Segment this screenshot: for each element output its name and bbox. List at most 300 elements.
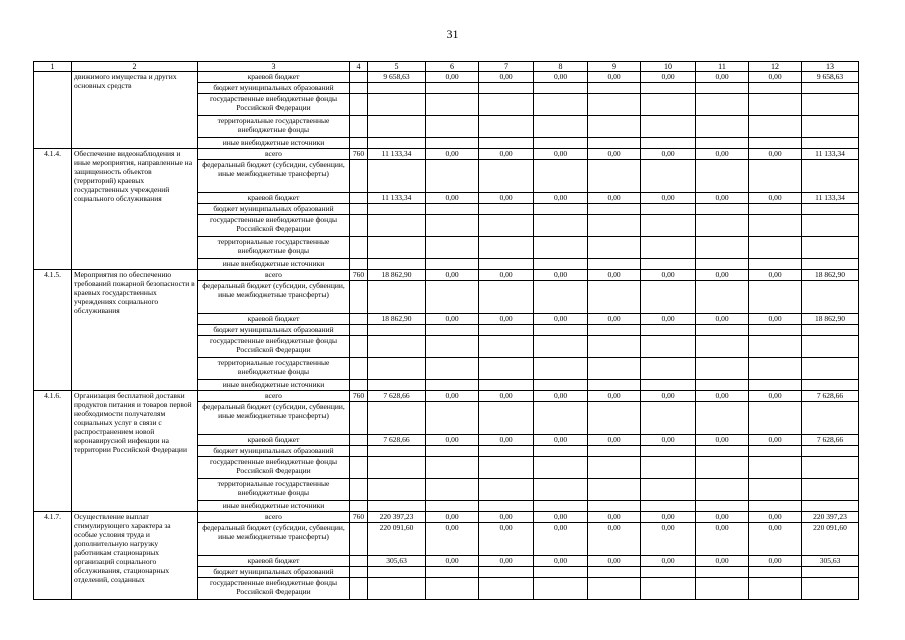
value-cell: 0,00	[426, 435, 479, 446]
value-cell: 0,00	[479, 314, 534, 325]
code-cell	[350, 138, 368, 149]
value-cell	[368, 83, 426, 94]
value-cell	[426, 402, 479, 435]
value-cell: 0,00	[426, 72, 479, 83]
value-cell: 0,00	[641, 435, 696, 446]
value-cell: 0,00	[479, 523, 534, 556]
value-cell: 0,00	[588, 314, 641, 325]
value-cell	[749, 259, 802, 270]
header-cell: 12	[749, 62, 802, 72]
value-cell	[749, 479, 802, 501]
value-cell	[479, 325, 534, 336]
value-cell: 0,00	[696, 556, 749, 567]
value-cell	[696, 578, 749, 600]
value-cell	[696, 237, 749, 259]
value-cell	[479, 358, 534, 380]
value-cell: 18 862,90	[802, 270, 859, 281]
value-cell: 0,00	[696, 512, 749, 523]
value-cell	[479, 446, 534, 457]
value-cell: 0,00	[588, 270, 641, 281]
value-cell	[749, 116, 802, 138]
value-cell: 0,00	[426, 391, 479, 402]
value-cell: 0,00	[426, 512, 479, 523]
value-cell	[641, 83, 696, 94]
value-cell	[696, 479, 749, 501]
code-cell	[350, 281, 368, 314]
source-cell: краевой бюджет	[198, 72, 350, 83]
value-cell	[641, 446, 696, 457]
item-name-cell: движимого имущества и других основных средств	[72, 72, 198, 149]
code-cell	[350, 83, 368, 94]
value-cell	[802, 94, 859, 116]
value-cell	[696, 402, 749, 435]
header-cell: 1	[34, 62, 72, 72]
header-cell: 3	[198, 62, 350, 72]
value-cell	[696, 83, 749, 94]
value-cell	[368, 325, 426, 336]
value-cell: 0,00	[696, 523, 749, 556]
value-cell	[534, 215, 588, 237]
value-cell	[426, 83, 479, 94]
source-cell: территориальные государственные внебюджетные фонды	[198, 116, 350, 138]
value-cell: 9 658,63	[368, 72, 426, 83]
code-cell	[350, 457, 368, 479]
value-cell: 0,00	[588, 435, 641, 446]
value-cell	[426, 578, 479, 600]
code-cell	[350, 402, 368, 435]
value-cell: 0,00	[479, 556, 534, 567]
value-cell	[534, 380, 588, 391]
value-cell	[368, 116, 426, 138]
value-cell: 0,00	[588, 523, 641, 556]
code-cell: 760	[350, 149, 368, 160]
value-cell	[479, 94, 534, 116]
value-cell: 0,00	[588, 149, 641, 160]
value-cell: 0,00	[696, 314, 749, 325]
value-cell	[588, 237, 641, 259]
code-cell	[350, 72, 368, 83]
value-cell	[534, 325, 588, 336]
header-cell: 9	[588, 62, 641, 72]
value-cell	[479, 160, 534, 193]
value-cell	[696, 336, 749, 358]
value-cell	[534, 160, 588, 193]
item-name-cell: Обеспечение видеонаблюдения и иные мероприятия, направленные на защищенность объектов (территорий) краевых государственных учреждений социального обслуживания	[72, 149, 198, 270]
value-cell: 0,00	[641, 72, 696, 83]
value-cell: 7 628,66	[368, 435, 426, 446]
code-cell	[350, 94, 368, 116]
value-cell	[479, 501, 534, 512]
value-cell	[534, 259, 588, 270]
value-cell: 7 628,66	[802, 435, 859, 446]
code-cell	[350, 237, 368, 259]
value-cell	[588, 336, 641, 358]
header-cell: 8	[534, 62, 588, 72]
value-cell	[479, 281, 534, 314]
value-cell	[802, 83, 859, 94]
value-cell	[588, 402, 641, 435]
value-cell	[641, 204, 696, 215]
value-cell: 0,00	[534, 270, 588, 281]
value-cell	[696, 160, 749, 193]
item-name-cell: Мероприятия по обеспечению требований пожарной безопасности в краевых государственных учреждениях социального обслуживания	[72, 270, 198, 391]
value-cell: 0,00	[641, 512, 696, 523]
value-cell	[696, 446, 749, 457]
value-cell	[368, 336, 426, 358]
source-cell: федеральный бюджет (субсидии, субвенции, иные межбюджетные трансферты)	[198, 402, 350, 435]
value-cell	[749, 501, 802, 512]
table-row	[34, 391, 859, 402]
value-cell	[426, 116, 479, 138]
source-cell: территориальные государственные внебюджетные фонды	[198, 237, 350, 259]
value-cell: 18 862,90	[802, 314, 859, 325]
value-cell	[641, 237, 696, 259]
value-cell: 0,00	[534, 556, 588, 567]
value-cell	[426, 160, 479, 193]
value-cell	[749, 380, 802, 391]
value-cell	[802, 215, 859, 237]
value-cell: 0,00	[588, 391, 641, 402]
value-cell: 0,00	[696, 149, 749, 160]
source-cell: бюджет муниципальных образований	[198, 83, 350, 94]
source-cell: иные внебюджетные источники	[198, 501, 350, 512]
value-cell	[749, 457, 802, 479]
value-cell	[534, 281, 588, 314]
value-cell: 0,00	[749, 72, 802, 83]
value-cell	[588, 259, 641, 270]
value-cell	[479, 83, 534, 94]
value-cell	[802, 479, 859, 501]
value-cell	[802, 116, 859, 138]
value-cell	[696, 94, 749, 116]
value-cell	[479, 138, 534, 149]
header-cell: 2	[72, 62, 198, 72]
value-cell	[534, 204, 588, 215]
value-cell	[749, 281, 802, 314]
item-index-cell: 4.1.5.	[34, 270, 72, 391]
value-cell: 7 628,66	[802, 391, 859, 402]
value-cell	[534, 479, 588, 501]
source-cell: государственные внебюджетные фонды Российской Федерации	[198, 578, 350, 600]
value-cell: 11 133,34	[802, 149, 859, 160]
value-cell: 0,00	[696, 435, 749, 446]
value-cell	[534, 138, 588, 149]
source-cell: государственные внебюджетные фонды Российской Федерации	[198, 336, 350, 358]
value-cell: 0,00	[749, 193, 802, 204]
value-cell	[588, 83, 641, 94]
value-cell: 0,00	[534, 72, 588, 83]
source-cell: краевой бюджет	[198, 435, 350, 446]
value-cell	[534, 446, 588, 457]
table-row	[34, 512, 859, 523]
value-cell: 0,00	[749, 391, 802, 402]
table-row	[34, 149, 859, 160]
value-cell	[696, 501, 749, 512]
value-cell: 0,00	[534, 523, 588, 556]
value-cell: 0,00	[479, 72, 534, 83]
value-cell	[641, 325, 696, 336]
value-cell	[749, 237, 802, 259]
item-index-cell	[34, 72, 72, 149]
value-cell	[802, 358, 859, 380]
code-cell	[350, 380, 368, 391]
value-cell: 11 133,34	[368, 149, 426, 160]
value-cell	[802, 567, 859, 578]
value-cell	[368, 204, 426, 215]
source-cell: бюджет муниципальных образований	[198, 567, 350, 578]
value-cell	[802, 402, 859, 435]
source-cell: краевой бюджет	[198, 314, 350, 325]
value-cell: 0,00	[426, 556, 479, 567]
value-cell: 0,00	[749, 270, 802, 281]
source-cell: краевой бюджет	[198, 556, 350, 567]
code-cell	[350, 215, 368, 237]
code-cell	[350, 567, 368, 578]
value-cell: 0,00	[588, 72, 641, 83]
value-cell	[479, 237, 534, 259]
value-cell	[588, 325, 641, 336]
budget-table	[33, 61, 859, 600]
value-cell	[479, 567, 534, 578]
value-cell	[749, 83, 802, 94]
value-cell	[696, 138, 749, 149]
value-cell	[534, 83, 588, 94]
value-cell: 7 628,66	[368, 391, 426, 402]
value-cell	[641, 402, 696, 435]
value-cell: 18 862,90	[368, 270, 426, 281]
value-cell	[749, 215, 802, 237]
value-cell	[641, 116, 696, 138]
source-cell: иные внебюджетные источники	[198, 259, 350, 270]
source-cell: иные внебюджетные источники	[198, 380, 350, 391]
value-cell	[588, 281, 641, 314]
value-cell: 0,00	[588, 512, 641, 523]
value-cell	[802, 446, 859, 457]
value-cell	[749, 402, 802, 435]
value-cell	[534, 116, 588, 138]
value-cell	[749, 567, 802, 578]
value-cell: 0,00	[749, 512, 802, 523]
value-cell	[426, 479, 479, 501]
value-cell: 0,00	[479, 149, 534, 160]
value-cell: 0,00	[641, 556, 696, 567]
value-cell	[588, 567, 641, 578]
value-cell	[802, 380, 859, 391]
value-cell	[641, 358, 696, 380]
value-cell	[641, 215, 696, 237]
value-cell	[534, 578, 588, 600]
value-cell: 0,00	[479, 270, 534, 281]
code-cell	[350, 259, 368, 270]
value-cell	[641, 336, 696, 358]
value-cell	[696, 325, 749, 336]
value-cell	[588, 160, 641, 193]
value-cell	[426, 336, 479, 358]
value-cell	[368, 380, 426, 391]
header-cell: 10	[641, 62, 696, 72]
code-cell	[350, 523, 368, 556]
code-cell: 760	[350, 512, 368, 523]
value-cell: 0,00	[749, 523, 802, 556]
value-cell	[368, 578, 426, 600]
value-cell	[749, 94, 802, 116]
item-name-cell: Организация бесплатной доставки продуктов питания и товаров первой необходимости получателям социальных услуг в связи с распространением новой коронавирусной инфекции на территории Российской Федерации	[72, 391, 198, 512]
value-cell	[588, 215, 641, 237]
value-cell	[641, 479, 696, 501]
value-cell	[802, 281, 859, 314]
value-cell	[426, 457, 479, 479]
value-cell	[749, 204, 802, 215]
value-cell: 0,00	[426, 270, 479, 281]
header-cell: 5	[368, 62, 426, 72]
value-cell	[588, 479, 641, 501]
value-cell	[479, 116, 534, 138]
value-cell	[802, 259, 859, 270]
value-cell	[588, 380, 641, 391]
value-cell	[368, 358, 426, 380]
value-cell	[426, 325, 479, 336]
value-cell	[426, 138, 479, 149]
value-cell	[368, 160, 426, 193]
value-cell	[426, 358, 479, 380]
value-cell: 0,00	[749, 556, 802, 567]
value-cell: 0,00	[426, 149, 479, 160]
value-cell	[534, 336, 588, 358]
value-cell	[368, 446, 426, 457]
value-cell: 0,00	[641, 270, 696, 281]
value-cell: 0,00	[588, 193, 641, 204]
value-cell: 0,00	[426, 314, 479, 325]
value-cell	[588, 457, 641, 479]
value-cell	[368, 94, 426, 116]
value-cell	[368, 237, 426, 259]
value-cell: 9 658,63	[802, 72, 859, 83]
value-cell	[696, 358, 749, 380]
value-cell: 0,00	[479, 193, 534, 204]
value-cell	[641, 259, 696, 270]
value-cell	[749, 578, 802, 600]
value-cell: 220 091,60	[802, 523, 859, 556]
value-cell	[641, 281, 696, 314]
value-cell: 305,63	[802, 556, 859, 567]
value-cell	[696, 380, 749, 391]
source-cell: краевой бюджет	[198, 193, 350, 204]
value-cell: 305,63	[368, 556, 426, 567]
value-cell	[479, 402, 534, 435]
value-cell	[479, 380, 534, 391]
value-cell: 0,00	[696, 391, 749, 402]
value-cell	[534, 358, 588, 380]
code-cell: 760	[350, 270, 368, 281]
source-cell: федеральный бюджет (субсидии, субвенции, иные межбюджетные трансферты)	[198, 281, 350, 314]
code-cell	[350, 446, 368, 457]
value-cell	[696, 457, 749, 479]
source-cell: всего	[198, 270, 350, 281]
value-cell	[641, 501, 696, 512]
value-cell: 0,00	[534, 435, 588, 446]
value-cell: 0,00	[641, 193, 696, 204]
value-cell: 0,00	[534, 314, 588, 325]
value-cell	[368, 138, 426, 149]
item-index-cell: 4.1.6.	[34, 391, 72, 512]
value-cell	[479, 215, 534, 237]
value-cell	[426, 215, 479, 237]
value-cell	[641, 138, 696, 149]
source-cell: федеральный бюджет (субсидии, субвенции, иные межбюджетные трансферты)	[198, 523, 350, 556]
page-number: 31	[446, 27, 459, 41]
value-cell: 220 397,23	[802, 512, 859, 523]
value-cell: 0,00	[588, 556, 641, 567]
value-cell	[802, 204, 859, 215]
value-cell	[426, 501, 479, 512]
header-cell: 6	[426, 62, 479, 72]
value-cell	[802, 138, 859, 149]
value-cell: 18 862,90	[368, 314, 426, 325]
value-cell	[588, 446, 641, 457]
value-cell	[696, 281, 749, 314]
value-cell	[749, 160, 802, 193]
source-cell: государственные внебюджетные фонды Российской Федерации	[198, 94, 350, 116]
source-cell: всего	[198, 512, 350, 523]
value-cell	[426, 259, 479, 270]
value-cell	[696, 116, 749, 138]
value-cell	[479, 578, 534, 600]
header-cell: 13	[802, 62, 859, 72]
code-cell	[350, 193, 368, 204]
code-cell: 760	[350, 391, 368, 402]
code-cell	[350, 501, 368, 512]
table-body	[34, 72, 859, 600]
value-cell	[479, 204, 534, 215]
header-cell: 7	[479, 62, 534, 72]
table-row	[34, 270, 859, 281]
value-cell	[588, 578, 641, 600]
source-cell: иные внебюджетные источники	[198, 138, 350, 149]
value-cell	[479, 259, 534, 270]
value-cell: 0,00	[696, 270, 749, 281]
value-cell: 220 397,23	[368, 512, 426, 523]
source-cell: бюджет муниципальных образований	[198, 325, 350, 336]
value-cell: 0,00	[534, 391, 588, 402]
code-cell	[350, 160, 368, 193]
value-cell	[749, 336, 802, 358]
value-cell	[588, 94, 641, 116]
code-cell	[350, 358, 368, 380]
value-cell	[696, 567, 749, 578]
value-cell: 11 133,34	[802, 193, 859, 204]
value-cell	[641, 380, 696, 391]
value-cell	[641, 94, 696, 116]
code-cell	[350, 435, 368, 446]
header-cell: 11	[696, 62, 749, 72]
value-cell	[641, 160, 696, 193]
value-cell: 0,00	[479, 512, 534, 523]
value-cell: 0,00	[749, 314, 802, 325]
code-cell	[350, 578, 368, 600]
value-cell	[641, 567, 696, 578]
value-cell	[588, 501, 641, 512]
source-cell: территориальные государственные внебюджетные фонды	[198, 479, 350, 501]
value-cell	[641, 457, 696, 479]
value-cell	[749, 138, 802, 149]
value-cell	[368, 281, 426, 314]
source-cell: государственные внебюджетные фонды Российской Федерации	[198, 457, 350, 479]
table-header	[34, 62, 859, 72]
value-cell: 0,00	[534, 193, 588, 204]
value-cell	[749, 446, 802, 457]
value-cell	[368, 402, 426, 435]
value-cell	[426, 446, 479, 457]
